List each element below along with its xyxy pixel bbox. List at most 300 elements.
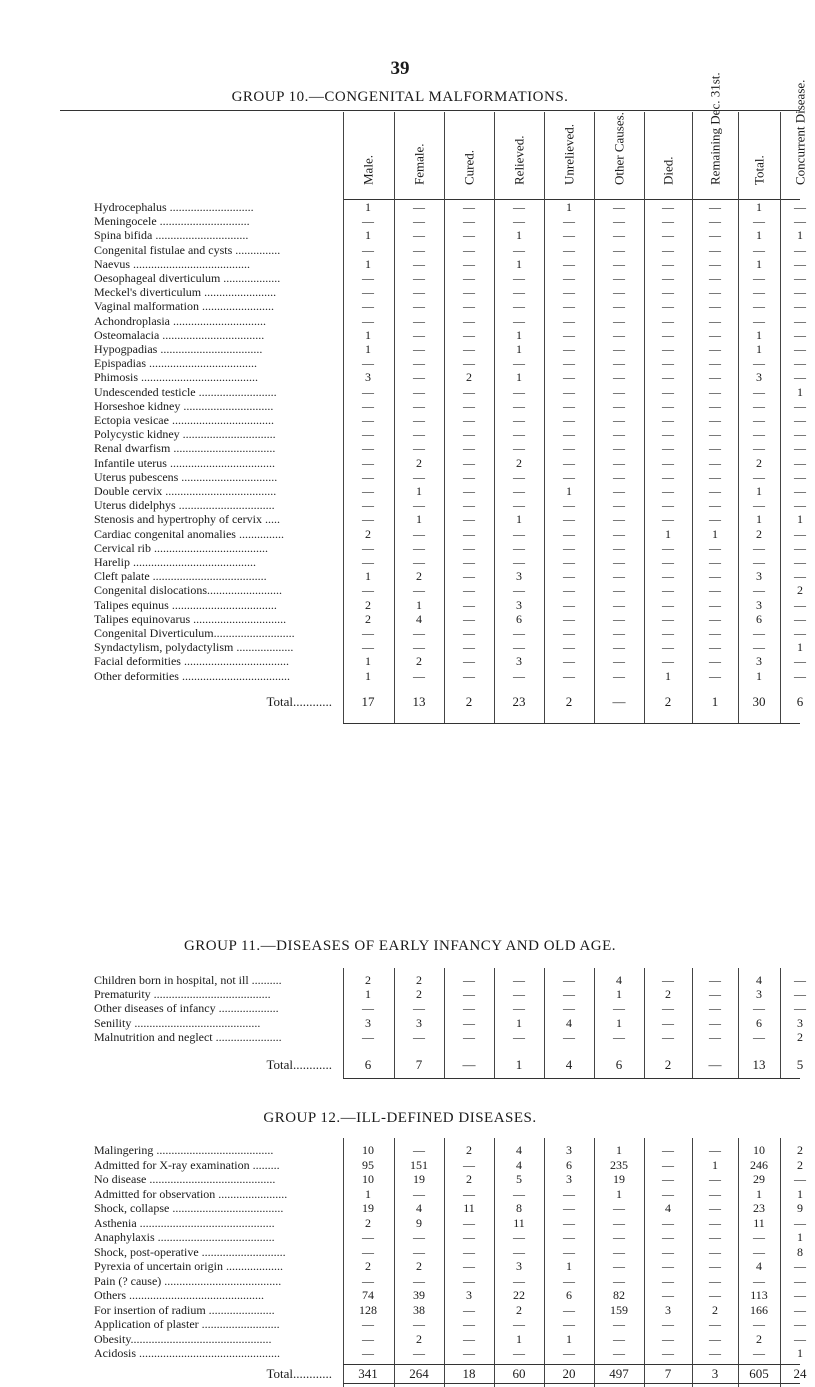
table-cell: 38 — [413, 1302, 425, 1317]
column-divider — [343, 968, 344, 1078]
table-cell: — — [463, 214, 475, 229]
table-row — [0, 469, 806, 484]
table-cell: 166 — [750, 1302, 768, 1317]
table-cell: 9 — [797, 1201, 803, 1215]
table-cell: — — [463, 1230, 475, 1244]
table-cell: — — [413, 299, 425, 314]
column-header — [790, 79, 810, 200]
table-cell: — — [613, 597, 625, 612]
table-cell: — — [413, 1186, 425, 1201]
table-cell: — — [662, 299, 674, 314]
table-cell: — — [794, 484, 806, 498]
table-cell: — — [463, 299, 475, 314]
row-label: Acidosis ............................................... — [94, 1346, 280, 1360]
table-cell: — — [709, 1244, 721, 1259]
table-cell: — — [709, 1273, 721, 1288]
total-cell: 1 — [515, 1057, 523, 1072]
table-cell: — — [362, 271, 374, 285]
column-header-label: Concurrent Disease. — [792, 79, 808, 185]
table-cell: — — [709, 555, 721, 569]
table-row — [0, 242, 806, 257]
table-cell: — — [413, 398, 425, 413]
row-label: For insertion of radium ...................... — [94, 1302, 275, 1317]
group-title: GROUP 10.—CONGENITAL MALFORMATIONS. — [231, 89, 569, 105]
table-cell: — — [794, 611, 806, 626]
table-row — [0, 356, 806, 371]
table-cell: — — [513, 526, 525, 541]
column-divider — [343, 112, 344, 723]
table-cell: 1 — [756, 668, 762, 683]
table-cell: — — [753, 271, 765, 285]
table-cell: 3 — [416, 1015, 422, 1030]
column-header — [658, 112, 678, 200]
table-cell: 4 — [516, 1143, 522, 1157]
table-cell: — — [563, 256, 575, 271]
table-row — [0, 1244, 803, 1259]
table-cell: 6 — [756, 1015, 762, 1030]
total-cell: 60 — [512, 1365, 526, 1381]
table-row — [0, 484, 806, 498]
table-cell: 95 — [362, 1157, 374, 1172]
table-cell: — — [753, 427, 765, 442]
table-cell: — — [463, 1244, 475, 1259]
table-cell: — — [362, 1331, 374, 1346]
table-row — [0, 1230, 803, 1244]
table-row — [0, 973, 806, 987]
table-row — [0, 441, 806, 456]
table-cell: 1 — [797, 1230, 803, 1244]
table-cell: — — [613, 384, 625, 399]
row-label: Epispadias .................................... — [94, 356, 257, 371]
total-row — [0, 1057, 804, 1072]
table-cell: — — [513, 1230, 525, 1244]
table-cell: — — [362, 384, 374, 399]
table-cell: — — [563, 384, 575, 399]
table-cell: — — [513, 668, 525, 683]
table-cell: — — [513, 271, 525, 285]
row-label: Horseshoe kidney .............................. — [94, 398, 274, 413]
table-cell: — — [563, 1273, 575, 1288]
column-header-label: Other Causes. — [611, 112, 627, 185]
row-label: Uterus didelphys ................................ — [94, 498, 275, 513]
table-cell: — — [463, 555, 475, 569]
table-cell: — — [563, 398, 575, 413]
table-cell: — — [613, 427, 625, 442]
table-cell: 2 — [365, 526, 371, 541]
column-divider — [494, 968, 495, 1078]
column-divider — [780, 112, 781, 723]
row-label: Achondroplasia ............................... — [94, 313, 266, 328]
table-cell: — — [662, 569, 674, 584]
column-divider — [692, 968, 693, 1078]
table-cell: — — [613, 512, 625, 527]
table-row — [0, 540, 806, 555]
table-cell: — — [662, 370, 674, 385]
table-cell: 5 — [516, 1172, 522, 1186]
table-cell: 4 — [756, 1259, 762, 1273]
table-cell: — — [662, 1172, 674, 1186]
table-cell: 1 — [365, 987, 371, 1002]
table-cell: — — [662, 214, 674, 229]
table-cell: — — [613, 313, 625, 328]
table-cell: 11 — [753, 1215, 765, 1230]
table-cell: — — [613, 200, 625, 214]
table-cell: — — [662, 512, 674, 527]
table-cell: — — [753, 214, 765, 229]
table-cell: — — [563, 626, 575, 640]
table-cell: — — [662, 626, 674, 640]
table-cell: 2 — [466, 1172, 472, 1186]
table-cell: 2 — [797, 1157, 803, 1172]
table-cell: — — [362, 313, 374, 328]
table-cell: — — [753, 384, 765, 399]
table-cell: — — [463, 1157, 475, 1172]
table-cell: — — [413, 640, 425, 655]
total-cell: 605 — [749, 1365, 769, 1381]
table-cell: 3 — [665, 1302, 671, 1317]
column-header — [509, 112, 529, 200]
table-cell: — — [362, 398, 374, 413]
table-cell: — — [413, 1230, 425, 1244]
table-cell: — — [613, 327, 625, 342]
table-cell: — — [463, 327, 475, 342]
table-cell: — — [662, 611, 674, 626]
table-cell: 1 — [756, 512, 762, 527]
table-cell: 2 — [365, 1259, 371, 1273]
table-cell: 235 — [610, 1157, 628, 1172]
table-cell: 1 — [416, 597, 422, 612]
table-cell: — — [709, 1331, 721, 1346]
row-label: Polycystic kidney ............................... — [94, 427, 276, 442]
table-cell: — — [794, 469, 806, 484]
table-cell: — — [794, 285, 806, 300]
table-cell: — — [794, 555, 806, 569]
table-cell: — — [662, 200, 674, 214]
table-cell: — — [709, 469, 721, 484]
column-divider — [738, 112, 739, 723]
total-cell: 30 — [752, 693, 766, 709]
table-cell: 10 — [362, 1143, 374, 1157]
table-cell: — — [413, 214, 425, 229]
table-row — [0, 1001, 806, 1016]
table-cell: — — [362, 498, 374, 513]
table-cell: 1 — [566, 200, 572, 214]
table-row — [0, 313, 806, 328]
table-cell: 1 — [365, 654, 371, 669]
table-cell: — — [563, 370, 575, 385]
table-cell: — — [362, 1001, 374, 1016]
table-cell: — — [662, 583, 674, 598]
table-cell: — — [413, 626, 425, 640]
table-cell: — — [613, 285, 625, 300]
table-cell: 246 — [750, 1157, 768, 1172]
table-cell: 1 — [416, 512, 422, 527]
table-cell: — — [563, 469, 575, 484]
table-cell: — — [662, 384, 674, 399]
total-cell: — — [612, 693, 626, 709]
row-label: Talipes equinovarus ............................... — [94, 611, 287, 626]
table-cell: — — [613, 1244, 625, 1259]
table-cell: — — [463, 484, 475, 498]
table-cell: 3 — [566, 1143, 572, 1157]
table-cell: — — [794, 441, 806, 456]
table-cell: — — [662, 498, 674, 513]
table-cell: 2 — [365, 611, 371, 626]
table-cell: — — [794, 540, 806, 555]
table-cell: — — [563, 569, 575, 584]
table-cell: — — [362, 626, 374, 640]
table-cell: — — [563, 356, 575, 371]
column-divider — [444, 1138, 445, 1387]
table-cell: — — [709, 228, 721, 243]
row-label: Senility .......................................... — [94, 1015, 261, 1030]
row-label: Spina bifida ............................... — [94, 228, 249, 243]
table-cell: — — [753, 540, 765, 555]
table-cell: — — [513, 640, 525, 655]
table-cell: 6 — [516, 611, 522, 626]
row-label: Undescended testicle .......................... — [94, 384, 277, 399]
table-cell: 1 — [516, 228, 522, 243]
table-cell: — — [463, 611, 475, 626]
table-cell: 1 — [797, 384, 803, 399]
table-cell: — — [413, 242, 425, 257]
table-cell: 2 — [365, 597, 371, 612]
row-label: Facial deformities ................................... — [94, 654, 289, 669]
table-cell: 1 — [566, 1259, 572, 1273]
table-row — [0, 1346, 803, 1360]
table-cell: — — [709, 327, 721, 342]
table-cell: 1 — [756, 256, 762, 271]
column-header — [559, 112, 579, 200]
row-label: Phimosis ....................................... — [94, 370, 259, 385]
table-cell: — — [613, 540, 625, 555]
table-row — [0, 640, 803, 655]
table-row — [0, 1201, 803, 1215]
table-cell: — — [413, 1346, 425, 1360]
table-cell: 1 — [365, 327, 371, 342]
table-cell: — — [563, 555, 575, 569]
table-cell: 1 — [712, 1157, 718, 1172]
table-cell: — — [463, 597, 475, 612]
table-cell: — — [753, 398, 765, 413]
total-row — [0, 1365, 807, 1381]
table-cell: 1 — [756, 200, 762, 214]
table-row — [0, 1317, 806, 1331]
table-cell: — — [753, 640, 765, 655]
group-10-bottom-rule — [343, 723, 800, 724]
table-cell: — — [362, 299, 374, 314]
table-cell: — — [513, 299, 525, 314]
table-cell: 1 — [712, 526, 718, 541]
total-cell: 23 — [512, 693, 526, 709]
table-cell: — — [413, 370, 425, 385]
table-cell: — — [709, 342, 721, 356]
row-label: Cervical rib ...................................... — [94, 540, 268, 555]
table-cell: — — [709, 356, 721, 371]
table-cell: — — [513, 356, 525, 371]
column-divider — [594, 1138, 595, 1387]
table-cell: 2 — [416, 1259, 422, 1273]
table-cell: — — [662, 242, 674, 257]
table-cell: — — [362, 427, 374, 442]
table-cell: — — [513, 214, 525, 229]
table-cell: 159 — [610, 1302, 628, 1317]
row-label: Congenital Diverticulum........................... — [94, 626, 295, 640]
table-cell: 3 — [756, 987, 762, 1002]
table-cell: 29 — [753, 1172, 765, 1186]
table-cell: 2 — [516, 1302, 522, 1317]
table-cell: — — [463, 398, 475, 413]
table-cell: 1 — [797, 228, 803, 243]
table-cell: — — [662, 427, 674, 442]
table-cell: — — [794, 327, 806, 342]
table-row — [0, 455, 806, 470]
table-cell: — — [709, 1215, 721, 1230]
table-cell: — — [794, 455, 806, 470]
table-row — [0, 1015, 803, 1030]
table-cell: 3 — [365, 370, 371, 385]
table-cell: 11 — [513, 1215, 525, 1230]
table-cell: — — [753, 469, 765, 484]
table-cell: — — [753, 555, 765, 569]
row-label: Infantile uterus ................................... — [94, 455, 275, 470]
table-cell: — — [662, 1186, 674, 1201]
table-cell: — — [413, 441, 425, 456]
table-cell: — — [709, 1201, 721, 1215]
table-cell: — — [662, 1143, 674, 1157]
table-cell: — — [794, 1302, 806, 1317]
table-cell: — — [563, 285, 575, 300]
table-cell: — — [794, 1288, 806, 1302]
table-cell: — — [662, 228, 674, 243]
table-cell: — — [662, 1001, 674, 1016]
table-cell: — — [613, 398, 625, 413]
table-row — [0, 526, 806, 541]
row-label: Hydrocephalus ............................ — [94, 200, 254, 214]
total-cell: 4 — [565, 1057, 573, 1072]
table-cell: 2 — [365, 1215, 371, 1230]
table-cell: — — [563, 1001, 575, 1016]
row-label: Other diseases of infancy .................... — [94, 1001, 279, 1016]
table-cell: 1 — [665, 668, 671, 683]
table-cell: 3 — [516, 1259, 522, 1273]
total-label: Total............ — [266, 1365, 332, 1381]
table-cell: 2 — [416, 1331, 422, 1346]
table-cell: — — [463, 1215, 475, 1230]
column-header — [358, 112, 378, 200]
table-cell: — — [709, 370, 721, 385]
column-header-label: Cured. — [461, 149, 477, 185]
table-cell: 3 — [756, 654, 762, 669]
table-cell: — — [709, 498, 721, 513]
table-cell: 1 — [516, 370, 522, 385]
table-cell: — — [709, 611, 721, 626]
table-row — [0, 583, 803, 598]
table-cell: 2 — [466, 1143, 472, 1157]
table-cell: — — [563, 299, 575, 314]
table-cell: — — [662, 327, 674, 342]
table-cell: — — [794, 242, 806, 257]
table-cell: 1 — [756, 228, 762, 243]
table-cell: — — [794, 313, 806, 328]
table-cell: — — [709, 973, 721, 987]
table-cell: 2 — [466, 370, 472, 385]
column-divider — [738, 1138, 739, 1387]
table-cell: — — [753, 1317, 765, 1331]
table-cell: 4 — [516, 1157, 522, 1172]
table-row — [0, 413, 806, 427]
table-cell: 3 — [516, 654, 522, 669]
table-cell: — — [563, 540, 575, 555]
table-cell: — — [362, 1029, 374, 1044]
table-cell: — — [709, 1015, 721, 1030]
table-cell: — — [613, 626, 625, 640]
total-cell: 2 — [664, 693, 672, 709]
table-cell: 2 — [416, 455, 422, 470]
table-cell: — — [513, 398, 525, 413]
table-cell: — — [709, 200, 721, 214]
table-row — [0, 626, 806, 640]
row-label: Others ............................................. — [94, 1288, 264, 1302]
table-cell: — — [613, 1259, 625, 1273]
table-cell: 1 — [756, 1186, 762, 1201]
table-cell: — — [413, 1244, 425, 1259]
table-cell: — — [413, 413, 425, 427]
table-cell: — — [563, 413, 575, 427]
row-label: Talipes equinus ................................... — [94, 597, 277, 612]
table-cell: — — [413, 200, 425, 214]
total-cell: 13 — [412, 693, 426, 709]
table-cell: — — [513, 441, 525, 456]
row-label: Renal dwarfism .................................. — [94, 441, 276, 456]
table-cell: — — [362, 413, 374, 427]
row-label: Admitted for X-ray examination ......... — [94, 1157, 280, 1172]
table-cell: — — [413, 228, 425, 243]
table-cell: — — [563, 1230, 575, 1244]
table-cell: — — [463, 1317, 475, 1331]
table-cell: — — [662, 285, 674, 300]
table-cell: — — [794, 356, 806, 371]
column-divider — [644, 968, 645, 1078]
column-divider — [780, 968, 781, 1078]
table-cell: — — [413, 271, 425, 285]
table-cell: 22 — [513, 1288, 525, 1302]
total-label: Total............ — [266, 693, 332, 709]
table-cell: — — [709, 398, 721, 413]
table-cell: — — [794, 1273, 806, 1288]
table-cell: 1 — [797, 1186, 803, 1201]
table-cell: — — [709, 1259, 721, 1273]
table-cell: — — [613, 654, 625, 669]
table-cell: — — [662, 1157, 674, 1172]
table-cell: — — [413, 1001, 425, 1016]
table-cell: 8 — [516, 1201, 522, 1215]
row-label: Asthenia ............................................. — [94, 1215, 275, 1230]
table-cell: 1 — [365, 1186, 371, 1201]
table-cell: 11 — [463, 1201, 475, 1215]
table-cell: 113 — [750, 1288, 768, 1302]
table-cell: — — [513, 1244, 525, 1259]
table-cell: — — [463, 626, 475, 640]
table-cell: — — [794, 626, 806, 640]
row-label: Shock, post-operative ............................ — [94, 1244, 286, 1259]
table-cell: — — [563, 1302, 575, 1317]
table-cell: — — [463, 441, 475, 456]
table-row — [0, 342, 806, 356]
table-cell: — — [362, 242, 374, 257]
table-cell: — — [463, 413, 475, 427]
table-cell: — — [563, 1201, 575, 1215]
